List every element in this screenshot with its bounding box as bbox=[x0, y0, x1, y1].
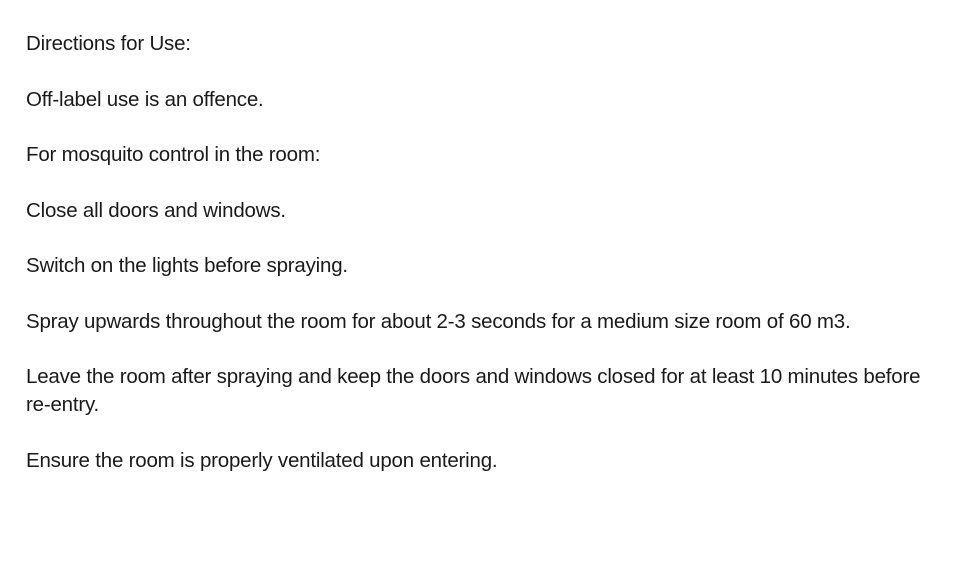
instruction-close-doors: Close all doors and windows. bbox=[26, 198, 286, 222]
directions-document bbox=[26, 30, 926, 502]
instruction-ventilate: Ensure the room is properly ventilated upon entering. bbox=[26, 448, 498, 472]
directions-heading: Directions for Use: bbox=[26, 32, 191, 55]
instruction-leave-room: Leave the room after spraying and keep the doors and windows closed for at least 10 minutes before re-entry. bbox=[26, 365, 921, 416]
instruction-off-label: Off-label use is an offence. bbox=[26, 87, 264, 111]
instruction-mosquito-control: For mosquito control in the room: bbox=[26, 143, 321, 166]
instruction-switch-lights: Switch on the lights before spraying. bbox=[26, 254, 348, 277]
instruction-spray-upwards: Spray upwards throughout the room for about 2-3 seconds for a medium size room of 60 m3. bbox=[26, 309, 851, 333]
